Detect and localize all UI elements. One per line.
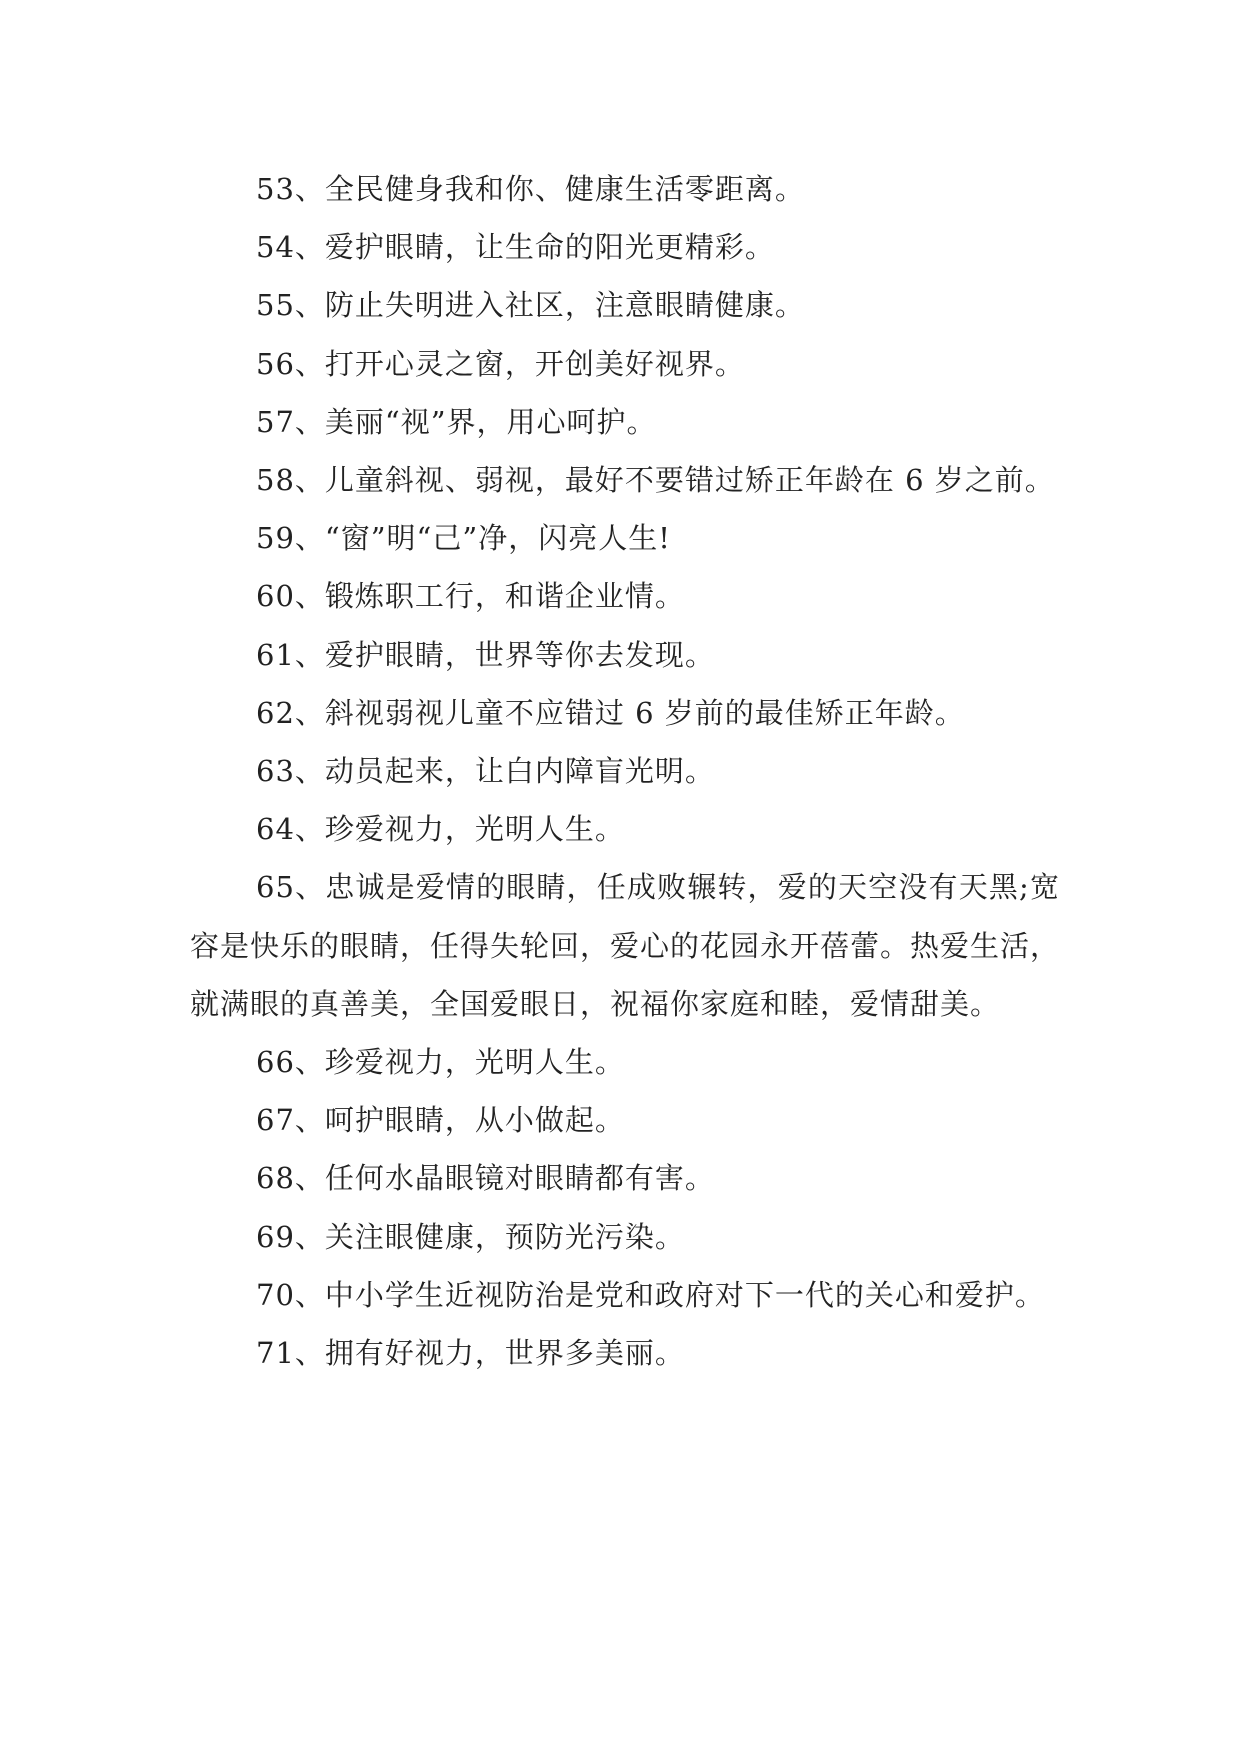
paragraph-65: 65、忠诚是爱情的眼睛，任成败辗转，爱的天空没有天黑;宽容是快乐的眼睛，任得失轮回，爱心的花园永开蓓蕾。热爱生活，就满眼的真善美，全国爱眼日，祝福你家庭和睦，爱情甜美。 [190,870,1061,1021]
paragraph-58: 58、儿童斜视、弱视，最好不要错过矫正年龄在 6 岁之前。 [256,463,1055,498]
paragraph-57: 57、美丽“视”界，用心呵护。 [256,404,657,439]
paragraph-61: 61、爱护眼睛，世界等你去发现。 [256,637,715,672]
document-body [190,160,1060,1382]
paragraph-67: 67、呵护眼睛，从小做起。 [256,1103,625,1138]
paragraph-63: 63、动员起来，让白内障盲光明。 [256,754,715,789]
paragraph-64: 64、珍爱视力，光明人生。 [256,812,625,847]
paragraph-56: 56、打开心灵之窗，开创美好视界。 [256,346,745,381]
paragraph-71: 71、拥有好视力，世界多美丽。 [256,1336,685,1371]
paragraph-55: 55、防止失明进入社区，注意眼睛健康。 [256,288,805,323]
paragraph-70: 70、中小学生近视防治是党和政府对下一代的关心和爱护。 [256,1277,1045,1312]
paragraph-60: 60、锻炼职工行，和谐企业情。 [256,579,685,614]
paragraph-62: 62、斜视弱视儿童不应错过 6 岁前的最佳矫正年龄。 [256,695,965,730]
paragraph-53: 53、全民健身我和你、健康生活零距离。 [256,172,805,206]
paragraph-54: 54、爱护眼睛，让生命的阳光更精彩。 [256,230,775,265]
paragraph-68: 68、任何水晶眼镜对眼睛都有害。 [256,1161,715,1196]
paragraph-59: 59、“窗”明“己”净，闪亮人生! [256,521,671,556]
paragraph-69: 69、关注眼健康，预防光污染。 [256,1219,685,1254]
paragraph-66: 66、珍爱视力，光明人生。 [256,1045,625,1080]
